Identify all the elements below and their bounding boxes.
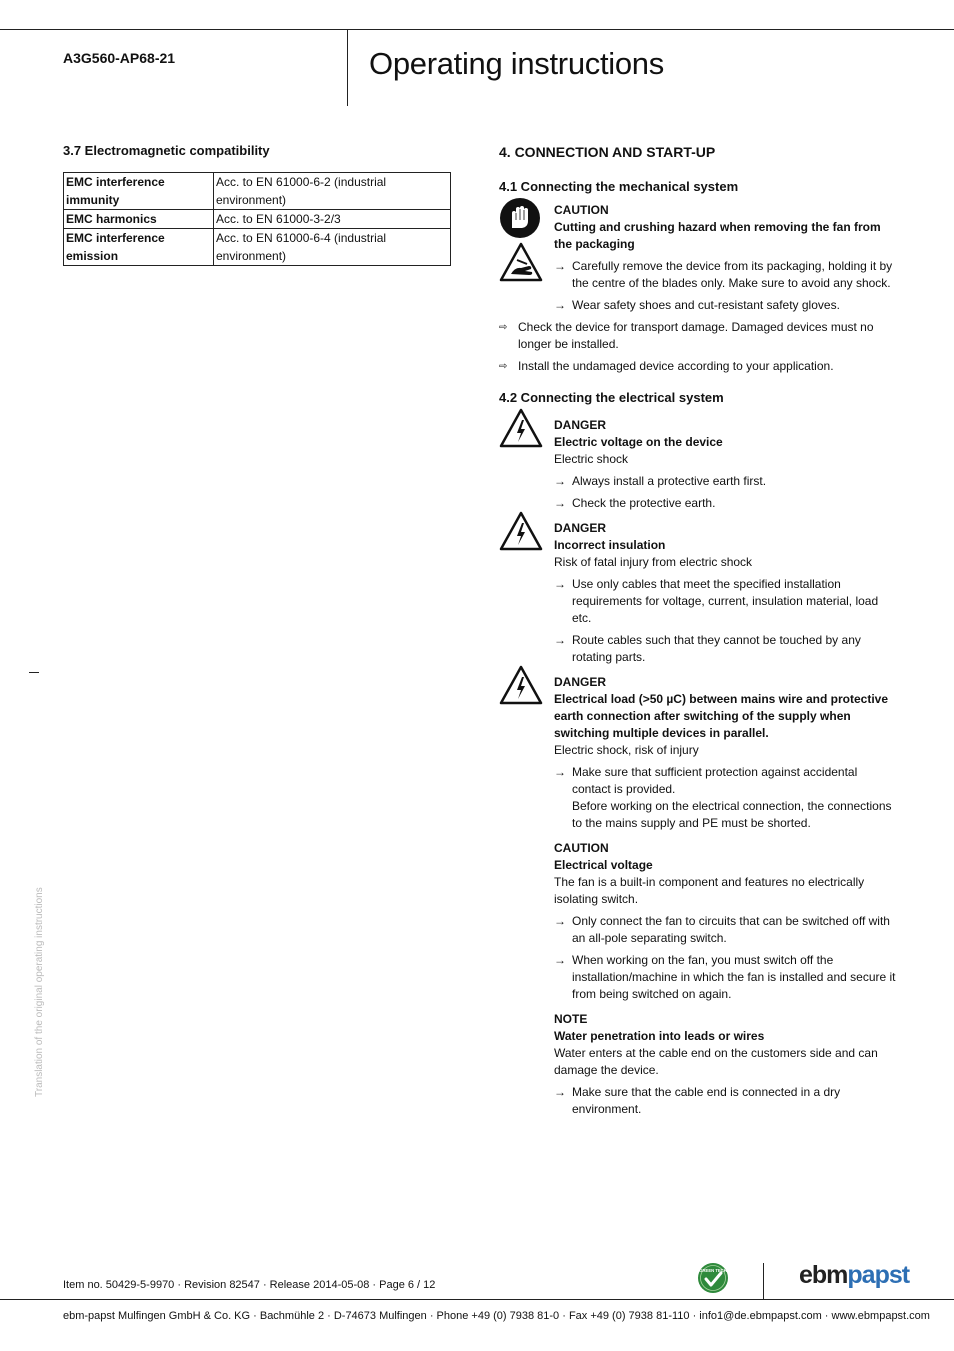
fold-mark [29, 672, 39, 673]
danger-title: Electrical load (>50 µC) between mains wire and protective earth connection after switching of the supply when switching multiple devices in parallel. [554, 692, 889, 740]
translation-note: Translation of the original operating instructions [34, 887, 45, 1097]
list-item: → Use only cables that meet the specified installation requirements for voltage, current, insulation material, load etc. [554, 577, 879, 625]
arrow-icon: → [554, 496, 566, 510]
document-info: Item no. 50429-5-9970 · Revision 82547 · Release 2014-05-08 · Page 6 / 12 [63, 1279, 436, 1291]
caution-title: Cutting and crushing hazard when removing the fan from the packaging [554, 220, 881, 251]
logo-divider [763, 1263, 764, 1299]
arrow-icon: → [554, 1085, 566, 1099]
danger-block-voltage [499, 417, 899, 512]
table-row [64, 210, 451, 229]
high-voltage-warning-icon [499, 408, 543, 448]
list-item: → Carefully remove the device from its packaging, holding it by the centre of the blades only. Make sure to avoid any shock. [554, 259, 893, 290]
danger-block-insulation [499, 520, 899, 666]
caution-label: CAUTION [554, 841, 609, 855]
danger-description: Electric shock, risk of injury [554, 743, 699, 757]
high-voltage-warning-icon [499, 665, 543, 705]
caution-description: The fan is a built-in component and features no electrically isolating switch. [554, 875, 865, 906]
list-item: → Check the protective earth. [554, 496, 716, 510]
danger-title: Electric voltage on the device [554, 435, 723, 449]
list-item: → Only connect the fan to circuits that can be switched off with an all-pole separating switch. [554, 914, 890, 945]
danger-block-electrical-load [499, 674, 899, 832]
arrow-icon: → [554, 765, 566, 779]
list-item: → Always install a protective earth first. [554, 474, 767, 488]
note-title: Water penetration into leads or wires [554, 1029, 765, 1043]
emc-heading: 3.7 Electromagnetic compatibility [63, 143, 270, 158]
list-item: → When working on the fan, you must switch off the installation/machine in which the fan is installed and secure it from being switched on again. [554, 953, 896, 1001]
arrow-icon: → [554, 298, 566, 312]
caution-label: CAUTION [554, 203, 609, 217]
table-key: EMC interference immunity [64, 173, 214, 210]
gloves-icon [499, 197, 541, 239]
high-voltage-warning-icon [499, 511, 543, 551]
right-column [499, 142, 899, 1118]
danger-description: Electric shock [554, 452, 629, 466]
arrow-icon: → [554, 953, 566, 967]
table-value: Acc. to EN 61000-6-4 (industrial environment) [214, 229, 451, 266]
check-arrow-icon: ⇨ [499, 322, 508, 333]
green-tech-badge-icon [697, 1262, 729, 1294]
danger-label: DANGER [554, 675, 607, 689]
arrow-icon: → [554, 914, 566, 928]
header-rule [0, 29, 954, 30]
table-value: Acc. to EN 61000-3-2/3 [214, 210, 451, 229]
note-block-water [499, 1011, 899, 1118]
company-address: ebm-papst Mulfingen GmbH & Co. KG · Bachmühle 2 · D-74673 Mulfingen · Phone +49 (0) 7938 81-0 · Fax +49 (0) 7938 81-110 · info1@de.ebmpapst.com · www.ebmpapst.com [63, 1310, 930, 1322]
danger-label: DANGER [554, 418, 607, 432]
list-item: → Wear safety shoes and cut-resistant safety gloves. [554, 298, 840, 312]
table-row [64, 173, 451, 210]
arrow-icon: → [554, 259, 566, 273]
caution-block-voltage [499, 840, 899, 1003]
subsection-heading-mechanical: 4.1 Connecting the mechanical system [499, 179, 739, 194]
arrow-icon: → [554, 474, 566, 488]
hand-crush-warning-icon [499, 242, 543, 282]
table-key: EMC harmonics [64, 210, 214, 229]
arrow-icon: → [554, 577, 566, 591]
arrow-icon: → [554, 633, 566, 647]
danger-title: Incorrect insulation [554, 538, 666, 552]
list-item: → Make sure that the cable end is connected in a dry environment. [554, 1085, 841, 1116]
table-key: EMC interference emission [64, 229, 214, 266]
danger-label: DANGER [554, 521, 607, 535]
note-description: Water enters at the cable end on the customers side and can damage the device. [554, 1046, 878, 1077]
caution-block-cutting [499, 202, 899, 314]
header-divider [347, 29, 348, 106]
green-tech-label: GREEN TECH [699, 1268, 727, 1273]
check-arrow-icon: ⇨ [499, 361, 508, 372]
list-item: ⇨ Install the undamaged device according to your application. [499, 359, 834, 373]
page-title: Operating instructions [369, 46, 664, 81]
list-item: ⇨ Check the device for transport damage. Damaged devices must no longer be installed. [499, 320, 874, 351]
model-number: A3G560-AP68-21 [63, 50, 176, 66]
table-value: Acc. to EN 61000-6-2 (industrial environment) [214, 173, 451, 210]
danger-description: Risk of fatal injury from electric shock [554, 555, 753, 569]
subsection-heading-electrical: 4.2 Connecting the electrical system [499, 390, 724, 405]
footer-rule [0, 1299, 954, 1300]
emc-table [63, 172, 451, 266]
ebmpapst-logo: ebmpapst [799, 1261, 910, 1289]
note-label: NOTE [554, 1012, 588, 1026]
list-item: → Route cables such that they cannot be touched by any rotating parts. [554, 633, 861, 664]
section-heading: 4. CONNECTION AND START-UP [499, 144, 716, 160]
left-column [63, 142, 451, 266]
table-row [64, 229, 451, 266]
caution-title: Electrical voltage [554, 858, 653, 872]
list-item: → Make sure that sufficient protection against accidental contact is provided. Before working on the electrical connection, the connections to the mains supply and PE must be shorted. [554, 765, 892, 830]
